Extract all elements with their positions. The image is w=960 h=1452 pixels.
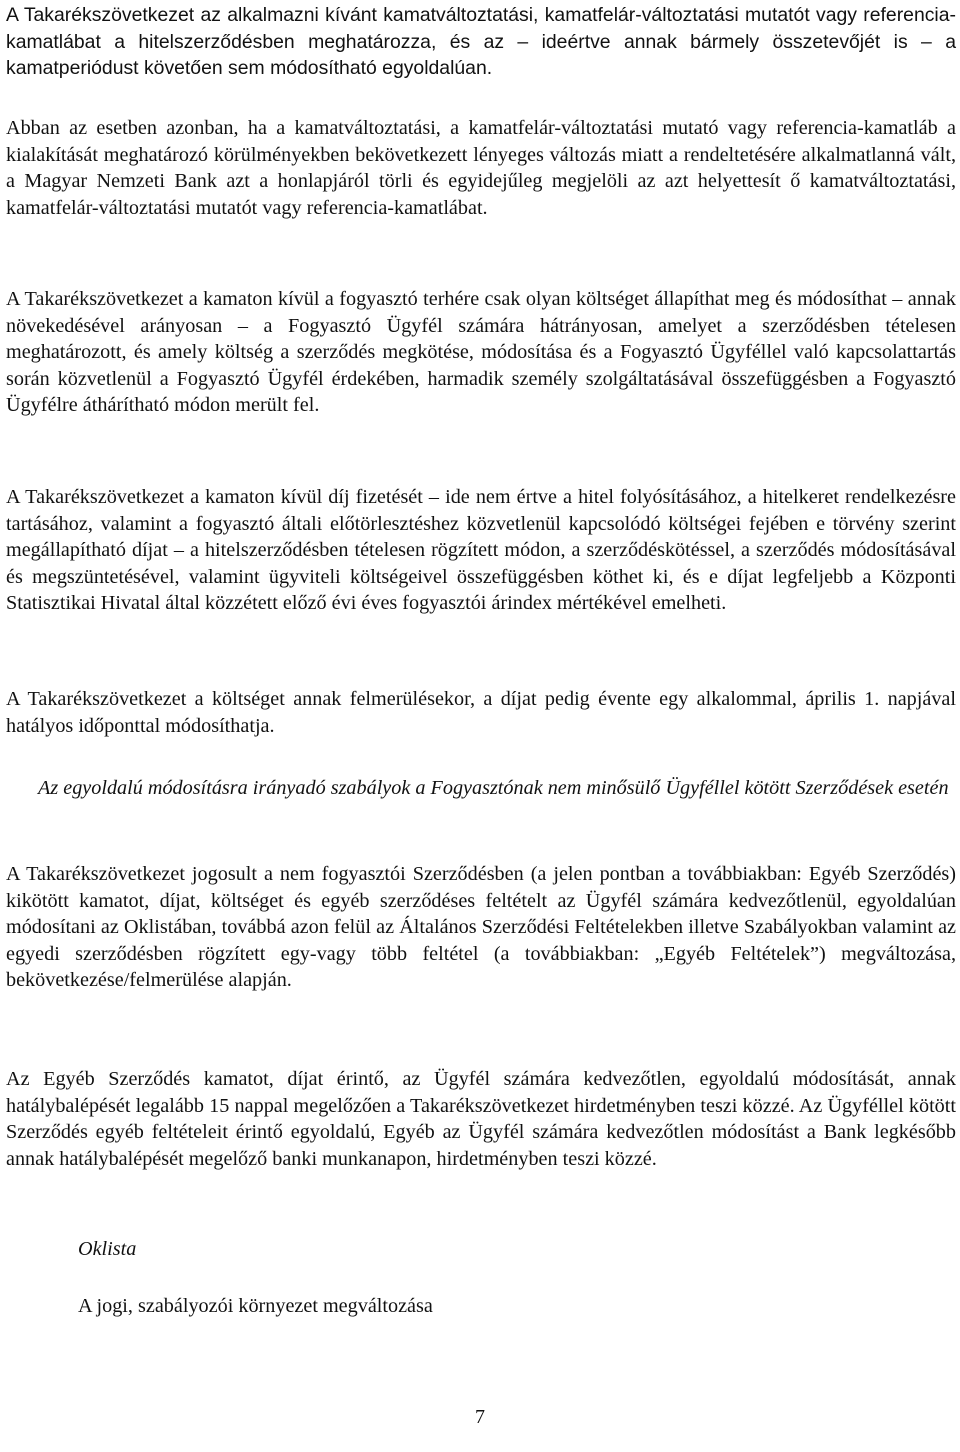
paragraph-other-contract-rights: A Takarékszövetkezet jogosult a nem fogyasztói Szerződésben (a jelen pontban a továbbiakban: Egyéb Szerződés) kikötött kamatot, díjat, költséget és egyéb szerződéses feltételt az Ügyfél számára kedvezőtlenül, egyoldalúan módosítani az Oklistában, továbbá azon felül az Általános Szerződési Feltételekben illetve Szabályokban valamint az egyedi szerződésben rögzített egy-vagy több feltétel (a továbbiakban: „Egyéb Feltételek”) megváltozása, bekövetkezése/felmerülése alapján. <box>6 863 956 992</box>
paragraph-interest-indicator: A Takarékszövetkezet az alkalmazni kívánt kamatváltoztatási, kamatfelár-változtatási mutatót vagy referencia-kamatlábat a hitelszerződésben meghatározza, és az – ideértve annak bármely összetevőjét is – a kamatperiódust követően sem módosítható egyoldalúan. <box>6 4 956 80</box>
paragraph-annual-modification: A Takarékszövetkezet a költséget annak felmerülésekor, a díjat pedig évente egy alkalommal, április 1. napjával hatályos időponttal módosíthatja. <box>6 688 956 737</box>
page-number: 7 <box>475 1406 485 1428</box>
list-item-legal-environment: A jogi, szabályozói környezet megváltozása <box>78 1295 433 1317</box>
paragraph-notice-period: Az Egyéb Szerződés kamatot, díjat érintő, az Ügyfél számára kedvezőtlen, egyoldalú módosítását, annak hatálybalépését legalább 15 nappal megelőzően a Takarékszövetkezet hirdetményben teszi közzé. Az Ügyféllel kötött Szerződés egyéb feltételeit érintő egyoldalú, Egyéb az Ügyfél számára kedvezőtlen módosítást a Bank legkésőbb annak hatálybalépését megelőző banki munkanapon, hirdetményben teszi közzé. <box>6 1068 956 1170</box>
paragraph-mnb-replacement: Abban az esetben azonban, ha a kamatváltoztatási, a kamatfelár-változtatási mutató vagy referencia-kamatláb a kialakítását meghatározó körülményekben bekövetkezett lényeges változás miatt a rendeltetésére alkalmatlanná vált, a Magyar Nemzeti Bank azt a honlapjáról törli és egyidejűleg megjelöli az azt helyettesít ő kamatváltoztatási, kamatfelár-változtatási mutatót vagy referencia-kamatlábat. <box>6 117 956 219</box>
paragraph-fee-rules: A Takarékszövetkezet a kamaton kívül díj fizetését – ide nem értve a hitel folyósításához, a hitelkeret rendelkezésre tartásához, valamint a fogyasztó általi előtörlesztéshez közvetlenül kapcsolódó költségei fejében e törvény szerint megállapítható díjat – a hitelszerződésben tételesen rögzített módon, a szerződéskötéssel, a szerződés módosításával és megszüntetésével, valamint ügyviteli költségeivel összefüggésben köthet ki, és e díjat legfeljebb a Központi Statisztikai Hivatal által közzétett előző évi éves fogyasztói árindex mértékével emelheti. <box>6 486 956 615</box>
paragraph-cost-rules: A Takarékszövetkezet a kamaton kívül a fogyasztó terhére csak olyan költséget állapíthat meg és módosíthat – annak növekedésével arányosan – a Fogyasztó Ügyfél számára hátrányosan, amelyet a szerződésben tételesen meghatározott, és amely költség a szerződés megkötése, módosítása és a Fogyasztó Ügyféllel való kapcsolattartás során közvetlenül a Fogyasztó Ügyfél érdekében, harmadik személy szolgáltatásával összefüggésben a Fogyasztó Ügyfélre áthárítható módon merült fel. <box>6 288 956 417</box>
section-heading-non-consumer: Az egyoldalú módosításra irányadó szabályok a Fogyasztónak nem minősülő Ügyféllel kötött Szerződések esetén <box>38 777 949 799</box>
section-heading-oklista: Oklista <box>78 1238 137 1260</box>
